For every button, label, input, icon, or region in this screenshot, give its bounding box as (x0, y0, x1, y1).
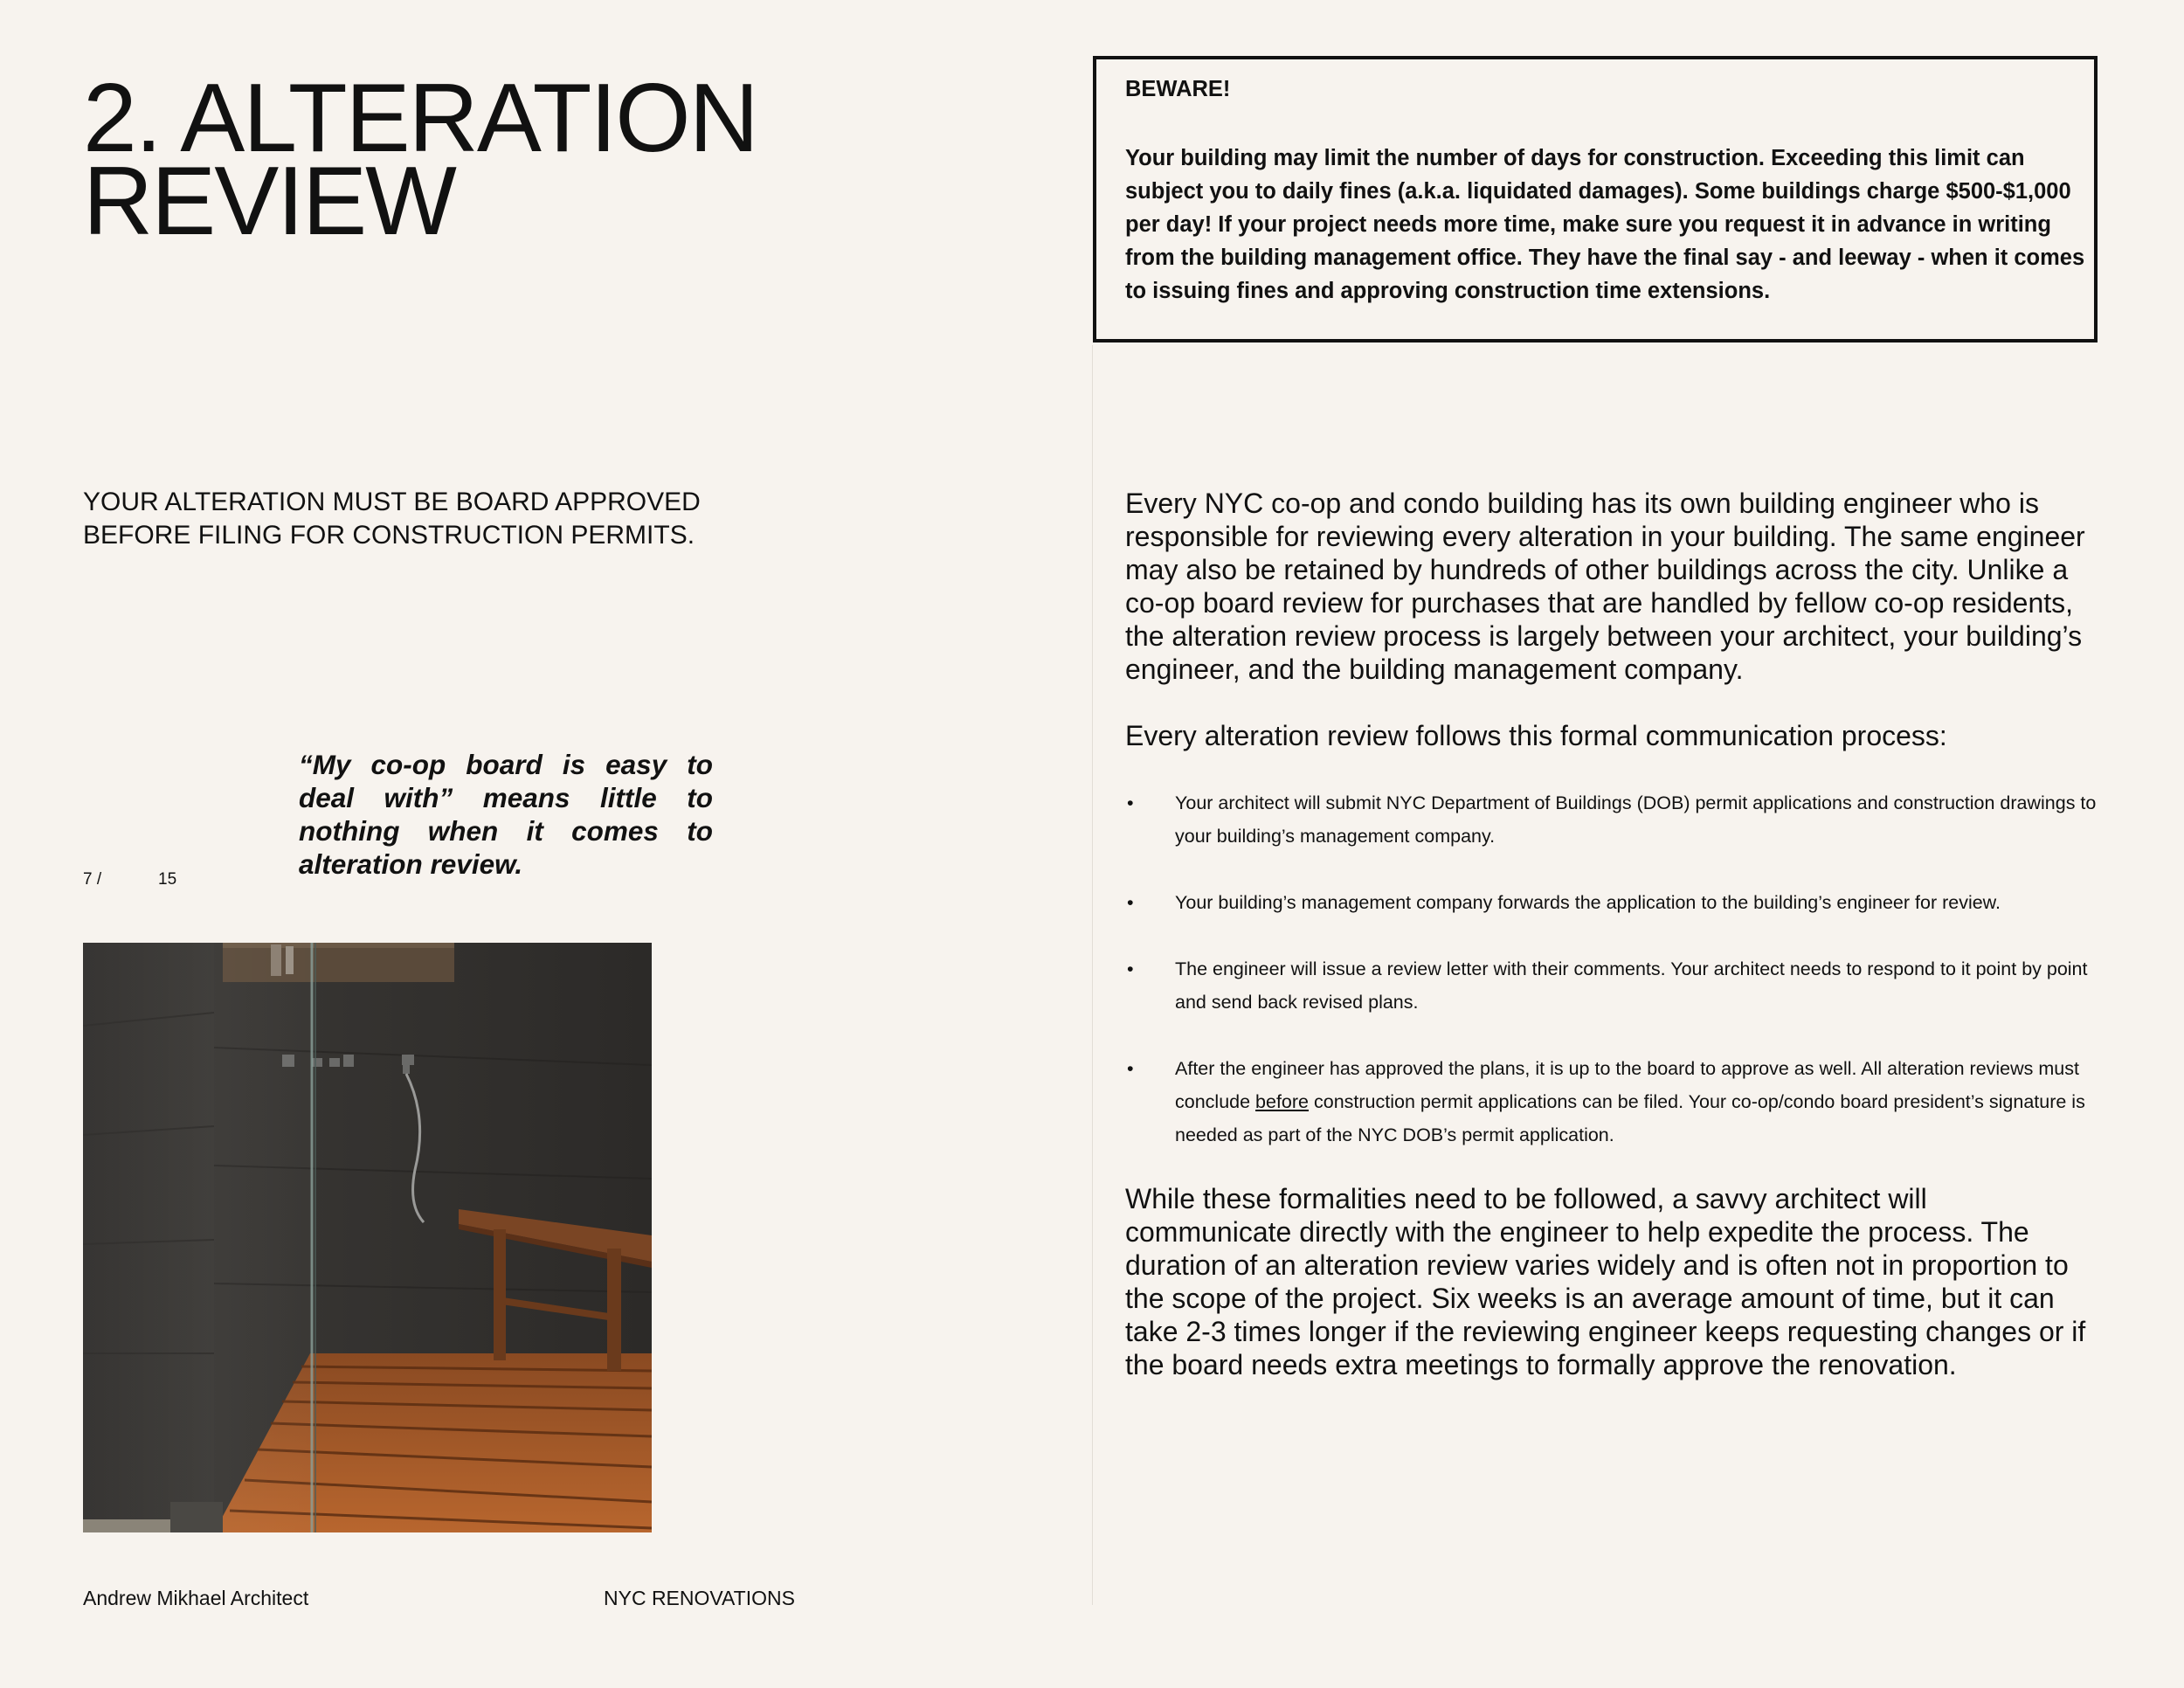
list-item (1125, 786, 2099, 853)
subtitle-line-2: BEFORE FILING FOR CONSTRUCTION PERMITS. (83, 521, 695, 550)
beware-body: Your building may limit the number of days for construction. Exceeding this limit can subject you to daily fines (a.k.a. liquidated damages). Some buildings charge $500-$1,000 per day! If your project needs more time, make sure you request it in advance in writing from the building management office. They have the final say - and leeway - when it comes to issuing fines and approving construction time extensions. (1125, 146, 2085, 303)
page-title (83, 64, 757, 255)
step-text: The engineer will issue a review letter with their comments. Your architect needs to respond to it point by point and send back revised plans. (1175, 958, 2088, 1013)
page-total: 15 (158, 870, 177, 889)
bullet-mark: • (1127, 892, 1134, 913)
bathroom-photo (83, 943, 652, 1532)
subtitle-line-1: YOUR ALTERATION MUST BE BOARD APPROVED (83, 488, 701, 516)
intro-paragraph: Every NYC co-op and condo building has its own building engineer who is responsible for reviewing every alteration in your building. The same engineer may also be retained by hundreds of other buildings across the city. Unlike a co-op board review for purchases that are handled by fellow co-op residents, the alteration review process is largely between your architect, your building’s engineer, and the building management company. (1125, 488, 2085, 685)
footer-series: NYC RENOVATIONS (604, 1587, 795, 1609)
bullet-mark: • (1127, 792, 1134, 813)
footer-author: Andrew Mikhael Architect (83, 1587, 309, 1609)
title-line-1: 2. ALTERATION (83, 64, 757, 172)
list-item (1125, 1052, 2099, 1152)
step-text-after: construction permit applications can be filed. Your co-op/condo board president’s signature is needed as part of the NYC DOB’s permit application. (1175, 1091, 2085, 1145)
step-text-before: After the engineer has approved the plans, it is up to the board to approve as well. All alteration reviews must conclude (1175, 1058, 2079, 1112)
process-steps-list (1125, 786, 2099, 1152)
step-text: Your architect will submit NYC Department of Buildings (DOB) permit applications and construction drawings to your building’s management company. (1175, 792, 2097, 847)
list-item (1125, 886, 2099, 919)
bullet-mark: • (1127, 958, 1134, 979)
page-current: 7 / (83, 870, 102, 889)
closing-paragraph: While these formalities need to be followed, a savvy architect will communicate directly with the engineer to help expedite the process. The duration of an alteration review varies widely and is often not in proportion to the scope of the project. Six weeks is an average amount of time, but it can take 2-3 times longer if the reviewing engineer keeps requesting changes or if the board needs extra meetings to formally approve the renovation. (1125, 1183, 2086, 1380)
page-number (83, 870, 176, 889)
step-text: Your building’s management company forwards the application to the building’s engineer for review. (1175, 892, 2001, 913)
step-text-emphasis: before (1255, 1091, 1310, 1112)
process-heading: Every alteration review follows this formal communication process: (1125, 720, 1947, 751)
pull-quote: “My co-op board is easy to deal with” means little to nothing when it comes to alteration review. (299, 749, 713, 880)
bullet-mark: • (1127, 1058, 1134, 1079)
section-subtitle (83, 486, 747, 552)
beware-title: BEWARE! (1125, 77, 1231, 101)
list-item (1125, 952, 2099, 1019)
page-divider (1092, 345, 1093, 1605)
title-line-2: REVIEW (83, 147, 455, 255)
